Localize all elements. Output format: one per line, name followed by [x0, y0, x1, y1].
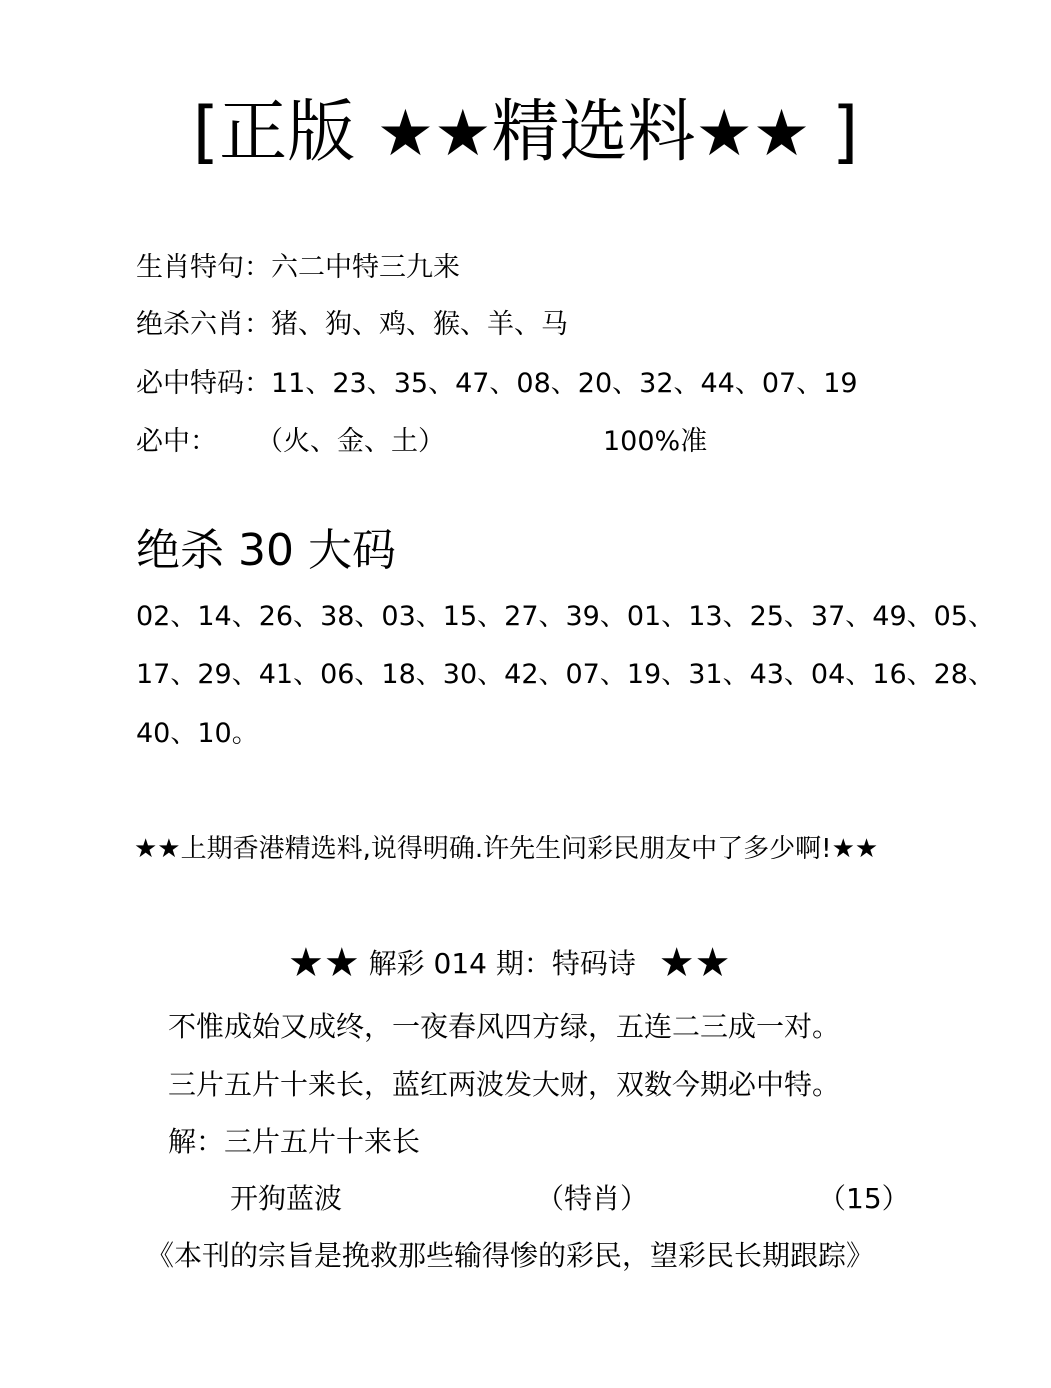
poem-right-stars-icon: ★★ — [658, 940, 731, 986]
accuracy-text: 100%准 — [603, 426, 708, 457]
poem-line-3: 解：三片五片十来长 — [168, 1125, 421, 1158]
title-right-stars-icon: ★★ — [695, 97, 811, 171]
must-numbers-label: 必中特码： — [136, 368, 271, 399]
poem-heading: 解彩 014 期：特码诗 — [368, 947, 636, 980]
zodiac-phrase-label: 生肖特句： — [136, 252, 271, 283]
title-left-stars-icon: ★★ — [376, 97, 492, 171]
must-elements-label: 必中： — [136, 426, 217, 457]
poem-answer-type: （特肖） — [536, 1182, 649, 1215]
poem-answer-number: （15） — [818, 1182, 910, 1215]
kill-six-label: 绝杀六肖： — [136, 309, 271, 340]
kill30-line-1: 02、14、26、38、03、15、27、39、01、13、25、37、49、05、 — [136, 601, 995, 632]
must-numbers-row — [136, 366, 858, 402]
footer-slogan: 《本刊的宗旨是挽救那些输得惨的彩民，望彩民长期跟踪》 — [146, 1239, 875, 1272]
zodiac-phrase-value: 六二中特三九来 — [271, 252, 460, 283]
must-numbers-value: 11、23、35、47、08、20、32、44、07、19 — [271, 368, 858, 399]
page-title — [0, 88, 1051, 179]
title-open-bracket: [ — [192, 93, 220, 172]
hk-note: ★★上期香港精选料,说得明确.许先生问彩民朋友中了多少啊!★★ — [134, 834, 879, 864]
poem-left-stars-icon: ★★ — [288, 940, 360, 986]
kill30-line-3: 40、10。 — [136, 718, 259, 749]
kill-six-value: 猪、狗、鸡、猴、羊、马 — [271, 309, 568, 340]
title-center-text: 精选料 — [491, 93, 696, 172]
kill-six-row — [136, 307, 568, 343]
zodiac-phrase-row — [136, 250, 460, 286]
title-close-bracket: ] — [831, 93, 859, 172]
poem-line-1: 不惟成始又成终，一夜春风四方绿，五连二三成一对。 — [168, 1010, 841, 1043]
must-elements-value: （火、金、土） — [256, 426, 445, 457]
kill30-heading: 绝杀 30 大码 — [136, 525, 396, 576]
title-left-text: 正版 — [219, 93, 356, 172]
poem-heading-row — [288, 940, 731, 986]
poem-line-2: 三片五片十来长，蓝红两波发大财，双数今期必中特。 — [168, 1068, 841, 1101]
kill30-line-2: 17、29、41、06、18、30、42、07、19、31、43、04、16、28、 — [136, 659, 995, 690]
poem-answer: 开狗蓝波 — [230, 1182, 343, 1215]
